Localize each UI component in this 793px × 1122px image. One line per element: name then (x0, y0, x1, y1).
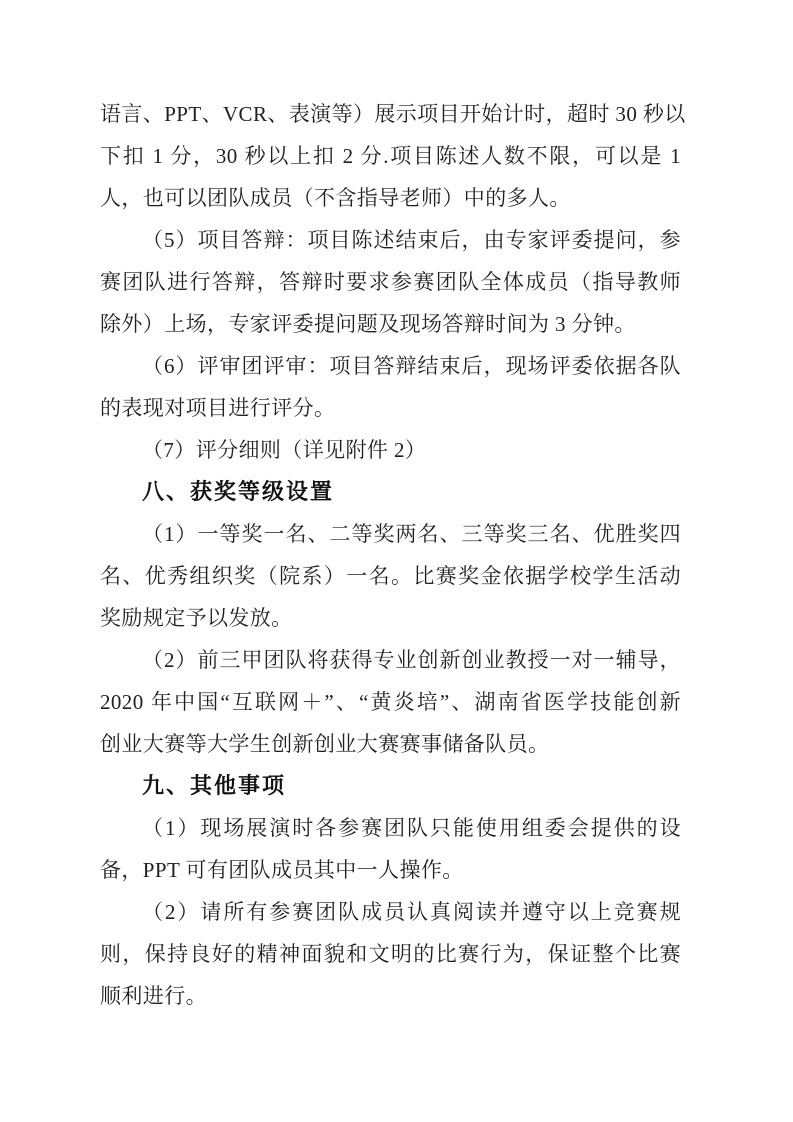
text-line: 名、优秀组织奖（院系）一名。比赛奖金依据学校学生活动 (100, 564, 681, 588)
text-line: （6）评审团评审：项目答辩结束后，现场评委依据各队 (142, 354, 681, 378)
text-line: （1）现场展演时各参赛团队只能使用组委会提供的设 (142, 816, 681, 840)
text-line: （7）评分细则（详见附件 2） (142, 438, 427, 462)
text-line: 创业大赛等大学生创新创业大赛赛事储备队员。 (100, 732, 550, 756)
text-line: 除外）上场，专家评委提问题及现场答辩时间为 3 分钟。 (100, 312, 636, 336)
text-line: （2）请所有参赛团队成员认真阅读并遵守以上竞赛规 (142, 900, 681, 924)
text-line: （1）一等奖一名、二等奖两名、三等奖三名、优胜奖四 (142, 522, 681, 546)
section-heading: 八、获奖等级设置 (142, 479, 335, 504)
text-line: 下扣 1 分，30 秒以上扣 2 分.项目陈述人数不限，可以是 1 (100, 144, 681, 168)
document-content (100, 93, 686, 1017)
text-line: 的表现对项目进行评分。 (100, 396, 336, 420)
text-line: 则，保持良好的精神面貌和文明的比赛行为，保证整个比赛 (100, 942, 681, 966)
text-line: 顺利进行。 (100, 984, 207, 1008)
text-line: （5）项目答辩：项目陈述结束后，由专家评委提问，参 (142, 228, 681, 252)
section-heading: 九、其他事项 (142, 773, 287, 798)
text-line: 奖励规定予以发放。 (100, 606, 293, 630)
text-line: 赛团队进行答辩，答辩时要求参赛团队全体成员（指导教师 (100, 270, 681, 294)
text-line: 语言、PPT、VCR、表演等）展示项目开始计时，超时 30 秒以 (100, 102, 686, 126)
text-line: 2020 年中国“互联网＋”、“黄炎培”、湖南省医学技能创新 (100, 690, 681, 714)
text-line: （2）前三甲团队将获得专业创新创业教授一对一辅导， (142, 648, 681, 672)
text-line: 备，PPT 可有团队成员其中一人操作。 (100, 858, 464, 882)
text-line: 人，也可以团队成员（不含指导老师）中的多人。 (100, 186, 571, 210)
